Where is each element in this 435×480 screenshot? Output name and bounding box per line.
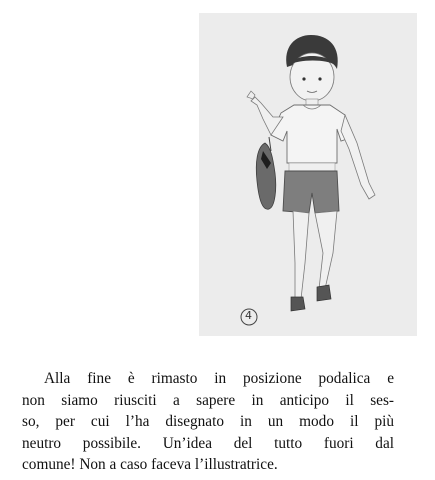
right-shoe [317,285,331,301]
paragraph-line: Alla fine è rimasto in posizione podalica e [44,370,394,387]
child-drawing-illustration [199,13,417,336]
paragraph-line: comune! Non a caso faceva l’illustratrice. [22,456,278,473]
left-shoe [291,297,305,311]
pencil-sketch-child-figure [199,13,417,336]
paragraph-line: neutro possibile. Un’idea del tutto fuori dal [22,434,394,452]
paragraph-line: non siamo riusciti a sapere in anticipo il ses- [22,391,394,409]
body-paragraph [22,368,394,476]
paragraph-line: so, per cui l’ha disegnato in un modo il più [22,413,394,430]
illustration-number-label: 4 [245,309,252,322]
